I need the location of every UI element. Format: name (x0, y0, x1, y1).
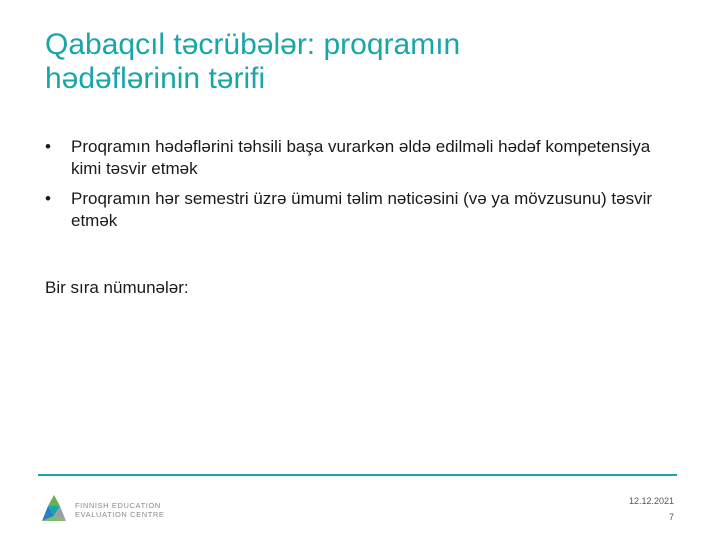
slide-title-line-1: Qabaqcıl təcrübələr: proqramın (45, 28, 461, 61)
logo-line-2: EVALUATION CENTRE (75, 510, 165, 519)
logo-wordmark (75, 501, 165, 519)
bullet-item-1 (45, 136, 685, 180)
examples-label: Bir sıra nümunələr: (45, 278, 189, 297)
slide-title-line-2: hədəflərinin tərifi (45, 62, 266, 95)
organization-logo (38, 492, 188, 528)
footer-divider (38, 474, 677, 476)
slide-title (45, 28, 685, 96)
bullet-text: Proqramın hədəflərini təhsili başa vurarkən əldə edilməli hədəf kompetensiya kimi təsvir etmək (71, 137, 651, 178)
bullet-item-2 (45, 188, 685, 232)
bullet-text: Proqramın hər semestri üzrə ümumi təlim nəticəsini (və ya mövzusunu) təsvir etmək (71, 189, 653, 230)
bullet-list (45, 136, 685, 240)
bullet-marker: • (45, 137, 51, 156)
footer-date: 12.12.2021 (628, 496, 674, 506)
bullet-marker: • (45, 189, 51, 208)
logo-line-1: FINNISH EDUCATION (75, 501, 161, 510)
page-number: 7 (668, 512, 674, 522)
logo-triangle-icon (38, 492, 70, 526)
